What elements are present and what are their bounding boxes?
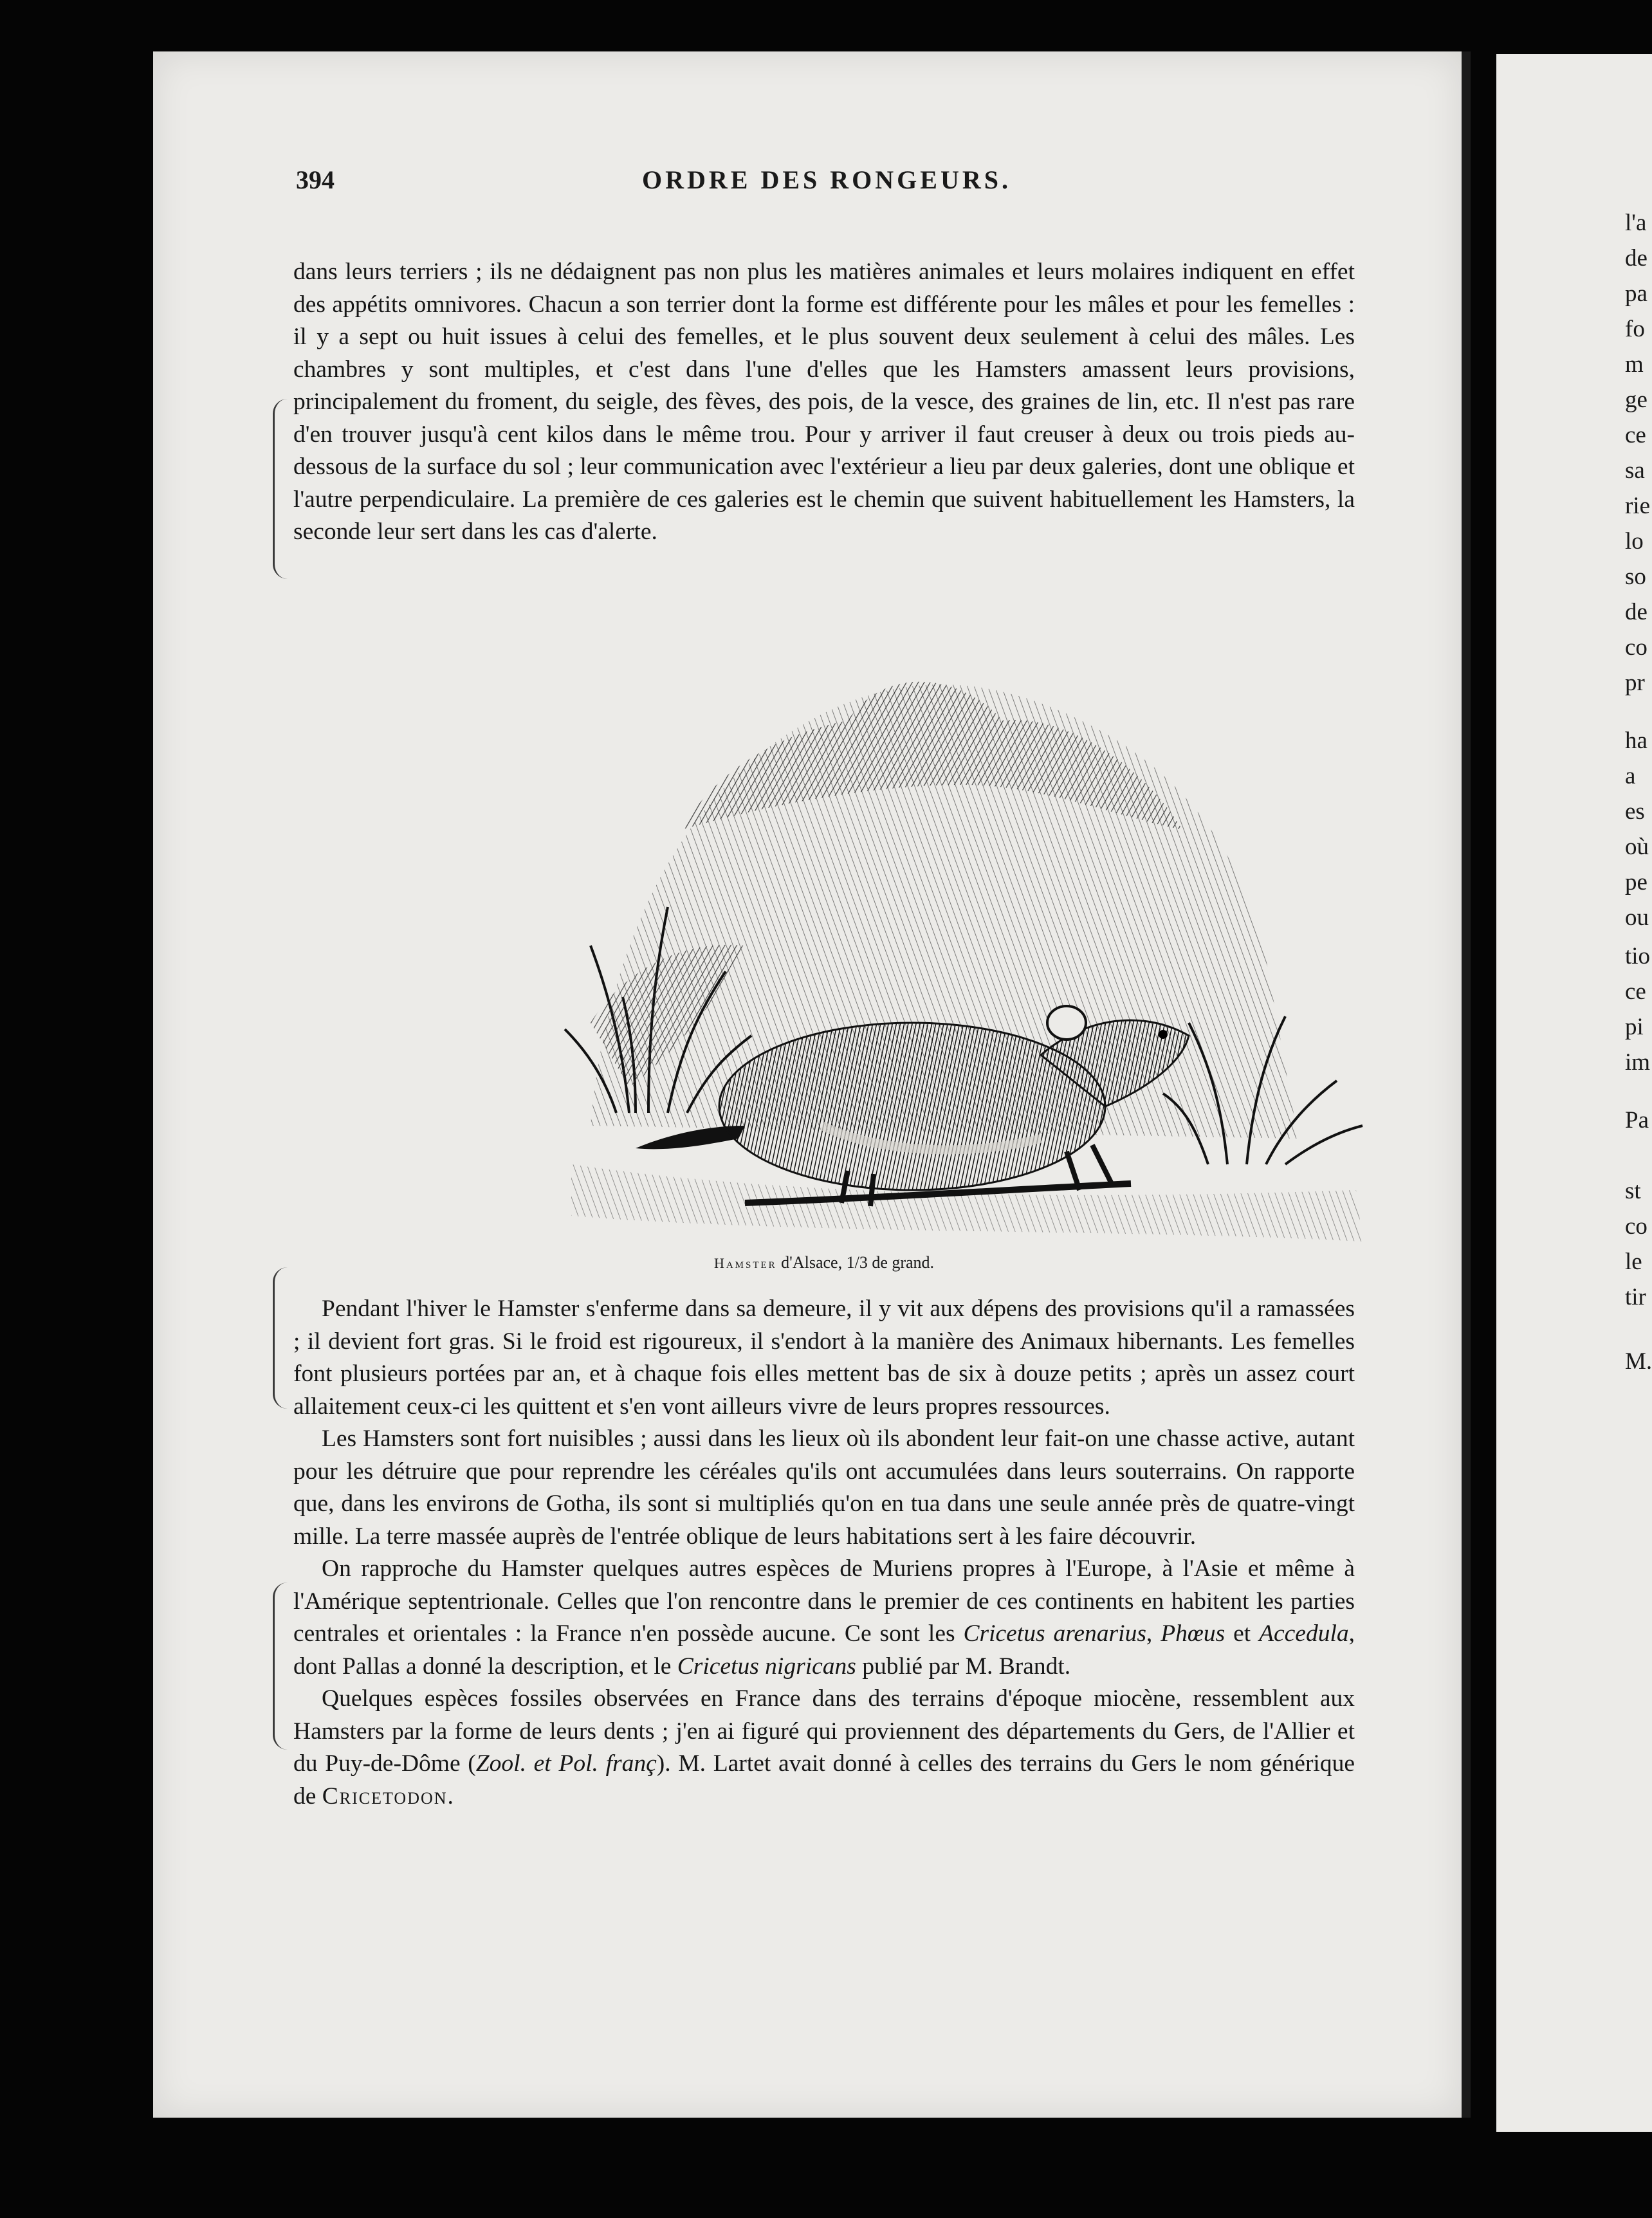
adjacent-page-text-fragment: ce: [1625, 978, 1646, 1005]
page-header: [296, 165, 1357, 203]
top-text: [293, 256, 1355, 549]
margin-pencil-mark: [273, 1582, 288, 1750]
adjacent-page-text-fragment: st: [1625, 1178, 1641, 1204]
adjacent-page-text-fragment: es: [1625, 798, 1645, 825]
adjacent-page-text-fragment: le: [1625, 1249, 1642, 1275]
adjacent-page-text-fragment: m: [1625, 351, 1644, 378]
book-page: [153, 51, 1471, 2118]
adjacent-page-text-fragment: im: [1625, 1049, 1651, 1076]
paragraph-fossils: Quelques espèces fossiles observées en France dans des terrains d'époque miocène, ressemblent aux Hamsters par la forme de leurs dents ; j'en ai figuré qui proviennent des départements du Gers, de l'Allier et du Puy-de-Dôme (Zool. et Pol. franç). M. Lartet avait donné à celles des terrains du Gers le nom générique de Cricetodon.: [293, 1685, 1355, 1810]
species-name: Cricetus arenarius: [963, 1620, 1146, 1647]
top-paragraph: dans leurs terriers ; ils ne dédaignent pas non plus les matières animales et leurs molaires indiquent en effet des appétits omnivores. Chacun a son terrier dont la forme est différente pour les mâles et pour les femelles : il y a sept ou huit issues à celui des femelles, et le plus souvent deux seulement à celui des mâles. Les chambres y sont multiples, et c'est dans l'une d'elles que les Hamsters amassent leurs provisions, principalement du froment, du seigle, des fèves, des pois, de la vesce, des graines de lin, etc. Il n'est pas rare d'en trouver jusqu'à cent kilos dans le même trou. Pour y arriver il faut creuser à deux ou trois pieds au-dessous de la surface du sol ; leur communication avec l'extérieur a lieu par deux galeries, dont une oblique et l'autre perpendiculaire. La première de ces galeries est le chemin que suivent habituellement les Hamsters, la seconde leur sert dans les cas d'alerte.: [293, 259, 1355, 545]
species-name: Phœus: [1161, 1620, 1225, 1647]
adjacent-page-text-fragment: ha: [1625, 728, 1647, 754]
adjacent-page-text-fragment: où: [1625, 834, 1649, 860]
adjacent-page-text-fragment: ou: [1625, 904, 1649, 931]
adjacent-page-text-fragment: fo: [1625, 316, 1645, 342]
adjacent-page-text-fragment: lo: [1625, 528, 1644, 554]
paragraph-related-species: On rapproche du Hamster quelques autres espèces de Muriens propres à l'Europe, à l'Asie et même à l'Amérique septentrionale. Celles que l'on rencontre dans le premier de ces continents en habitent les parties centrales et orientales : la France n'en possède aucune. Ce sont les Cricetus arenarius, Phœus et Accedula, dont Pallas a donné la description, et le Cricetus nigricans publié par M. Brandt.: [293, 1555, 1355, 1680]
adjacent-page-text-fragment: pr: [1625, 670, 1645, 696]
page-number: 394: [296, 165, 335, 194]
margin-pencil-mark: [273, 1267, 288, 1409]
adjacent-page-text-fragment: sa: [1625, 457, 1645, 484]
adjacent-page-text-fragment: a: [1625, 763, 1636, 789]
reference-title: Zool. et Pol. franç: [475, 1750, 657, 1777]
adjacent-page-text-fragment: l'a: [1625, 210, 1647, 236]
adjacent-page-text-fragment: M.: [1625, 1348, 1652, 1375]
species-name: Cricetus nigricans: [677, 1653, 856, 1680]
genus-name: Cricetodon: [322, 1783, 448, 1810]
adjacent-page-text-fragment: co: [1625, 1213, 1647, 1240]
adjacent-page-text-fragment: tir: [1625, 1284, 1646, 1310]
paragraph-hibernation: Pendant l'hiver le Hamster s'enferme dans sa demeure, il y vit aux dépens des provisions qu'il a ramassées ; il devient fort gras. Si le froid est rigoureux, il s'endort à la manière des Animaux hibernants. Les femelles font plusieurs portées par an, et à chaque fois elles mettent bas de six à douze petits ; après un assez court allaitement ceux-ci les quittent et s'en vont ailleurs vivre de leurs propres ressources.: [293, 1296, 1355, 1420]
adjacent-page-text-fragment: pa: [1625, 280, 1647, 307]
adjacent-page-text-fragment: pi: [1625, 1014, 1644, 1040]
adjacent-page-text-fragment: so: [1625, 564, 1646, 590]
caption-text: d'Alsace, 1/3 de grand.: [776, 1253, 935, 1272]
margin-pencil-mark: [273, 399, 288, 579]
adjacent-page-text-fragment: rie: [1625, 493, 1651, 519]
adjacent-page-text-fragment: Pa: [1625, 1107, 1649, 1133]
adjacent-page-text-fragment: ge: [1625, 387, 1647, 413]
adjacent-page-text-fragment: de: [1625, 245, 1647, 271]
figure-caption: [293, 1253, 1355, 1272]
adjacent-page-text-fragment: co: [1625, 634, 1647, 661]
adjacent-page-edge: [1496, 54, 1652, 2132]
adjacent-page-text-fragment: ce: [1625, 422, 1646, 448]
adjacent-page-text-fragment: tio: [1625, 943, 1651, 969]
species-name: Accedula: [1259, 1620, 1349, 1647]
adjacent-page-text-fragment: pe: [1625, 869, 1647, 895]
bottom-text: [293, 1293, 1355, 1813]
hamster-engraving: [552, 637, 1388, 1248]
adjacent-page-text-fragment: de: [1625, 599, 1647, 625]
running-title: ORDRE DES RONGEURS.: [642, 165, 1011, 194]
caption-name: Hamster: [713, 1255, 777, 1271]
paragraph-nuisance: Les Hamsters sont fort nuisibles ; aussi dans les lieux où ils abondent leur fait-on une chasse active, autant pour les détruire que pour reprendre les céréales qu'ils ont accumulées dans leurs souterrains. On rapporte que, dans les environs de Gotha, ils sont si multipliés qu'on en tua dans une seule année près de quatre-vingt mille. La terre massée auprès de l'entrée oblique de leurs habitations sert à les faire découvrir.: [293, 1425, 1355, 1550]
